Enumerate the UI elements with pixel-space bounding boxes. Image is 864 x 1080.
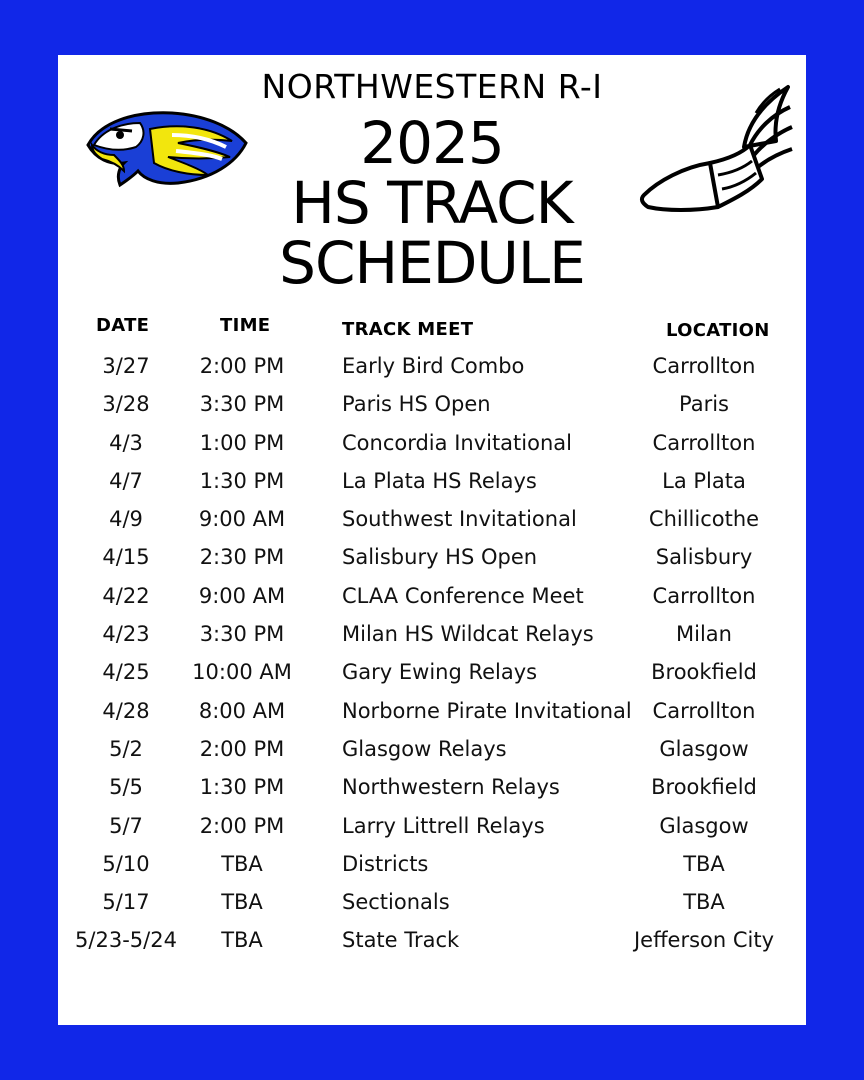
row-location: Carrollton (652, 430, 756, 455)
school-name: NORTHWESTERN R-I (261, 67, 603, 106)
row-date: 3/28 (102, 392, 150, 417)
row-date: 5/7 (109, 813, 143, 838)
row-meet: Early Bird Combo (342, 354, 525, 378)
row-location: TBA (683, 851, 725, 876)
row-date: 5/10 (102, 851, 150, 876)
row-time: 2:00 PM (199, 354, 285, 378)
row-time: 9:00 AM (198, 507, 286, 532)
row-meet: Sectionals (342, 890, 450, 915)
row-meet: Glasgow Relays (342, 736, 507, 761)
column-header-date: DATE (96, 315, 150, 336)
row-meet: Gary Ewing Relays (342, 660, 538, 685)
row-time: 1:30 PM (199, 468, 285, 493)
table-row (58, 922, 806, 960)
row-meet: Districts (342, 851, 429, 876)
table-row (58, 348, 806, 386)
table-row (58, 463, 806, 501)
row-time: TBA (221, 890, 263, 915)
row-date: 5/5 (109, 775, 143, 800)
row-date: 4/3 (109, 430, 143, 455)
table-row (58, 386, 806, 424)
row-meet: CLAA Conference Meet (342, 583, 584, 608)
row-location: TBA (683, 890, 725, 915)
row-date: 3/27 (102, 354, 150, 378)
row-time: 1:30 PM (199, 775, 285, 800)
schedule-card (58, 55, 806, 1025)
row-meet: Norborne Pirate Invitational (342, 698, 632, 723)
row-meet: Salisbury HS Open (342, 545, 538, 570)
row-date: 4/25 (102, 660, 150, 685)
row-time: TBA (221, 851, 263, 876)
row-location: Carrollton (652, 698, 756, 723)
row-date: 4/23 (102, 622, 150, 647)
column-header-time: TIME (220, 315, 271, 336)
table-row (58, 501, 806, 539)
eagle-mascot-icon (80, 105, 250, 189)
table-row (58, 884, 806, 922)
row-location: Milan (676, 622, 732, 647)
row-time: 9:00 AM (198, 583, 286, 608)
row-location: Glasgow (659, 813, 749, 838)
table-row (58, 654, 806, 692)
row-meet: Milan HS Wildcat Relays (342, 622, 594, 647)
row-time: 1:00 PM (199, 430, 285, 455)
row-time: 10:00 AM (192, 660, 292, 685)
schedule-year: 2025 (360, 109, 504, 177)
table-row (58, 539, 806, 577)
row-location: Paris (679, 392, 729, 417)
row-meet: Southwest Invitational (342, 507, 577, 532)
row-date: 5/17 (102, 890, 150, 915)
row-time: 3:30 PM (199, 392, 285, 417)
winged-foot-icon (638, 83, 794, 215)
row-meet: Larry Littrell Relays (342, 813, 545, 838)
row-time: 3:30 PM (199, 622, 285, 647)
table-row (58, 731, 806, 769)
table-row (58, 425, 806, 463)
row-location: Glasgow (659, 736, 749, 761)
row-date: 4/9 (109, 507, 143, 532)
row-location: Chillicothe (648, 507, 760, 532)
row-meet: Paris HS Open (342, 392, 491, 417)
row-time: TBA (221, 928, 263, 953)
table-row (58, 769, 806, 807)
row-location: Salisbury (655, 545, 753, 570)
table-row (58, 616, 806, 654)
row-date: 5/2 (109, 736, 143, 761)
schedule-table (58, 348, 806, 961)
row-location: La Plata (662, 468, 746, 493)
schedule-title-line-2: SCHEDULE (279, 229, 585, 297)
row-meet: State Track (342, 928, 460, 953)
row-time: 2:00 PM (199, 736, 285, 761)
table-row (58, 693, 806, 731)
row-meet: La Plata HS Relays (342, 468, 537, 493)
row-time: 2:00 PM (199, 813, 285, 838)
row-date: 5/23-5/24 (75, 928, 177, 953)
table-row (58, 578, 806, 616)
row-meet: Northwestern Relays (342, 775, 560, 800)
row-location: Brookfield (651, 775, 757, 800)
row-location: Jefferson City (633, 928, 775, 953)
schedule-title-line-1: HS TRACK (291, 169, 573, 237)
row-location: Brookfield (651, 660, 757, 685)
table-row (58, 846, 806, 884)
table-row (58, 808, 806, 846)
row-date: 4/28 (102, 698, 150, 723)
row-location: Carrollton (652, 354, 756, 378)
row-date: 4/7 (109, 468, 143, 493)
column-header-location: LOCATION (666, 320, 770, 341)
column-header-track-meet: TRACK MEET (342, 319, 474, 340)
row-meet: Concordia Invitational (342, 430, 572, 455)
row-date: 4/22 (102, 583, 150, 608)
row-date: 4/15 (102, 545, 150, 570)
row-location: Carrollton (652, 583, 756, 608)
row-time: 8:00 AM (198, 698, 286, 723)
row-time: 2:30 PM (199, 545, 285, 570)
